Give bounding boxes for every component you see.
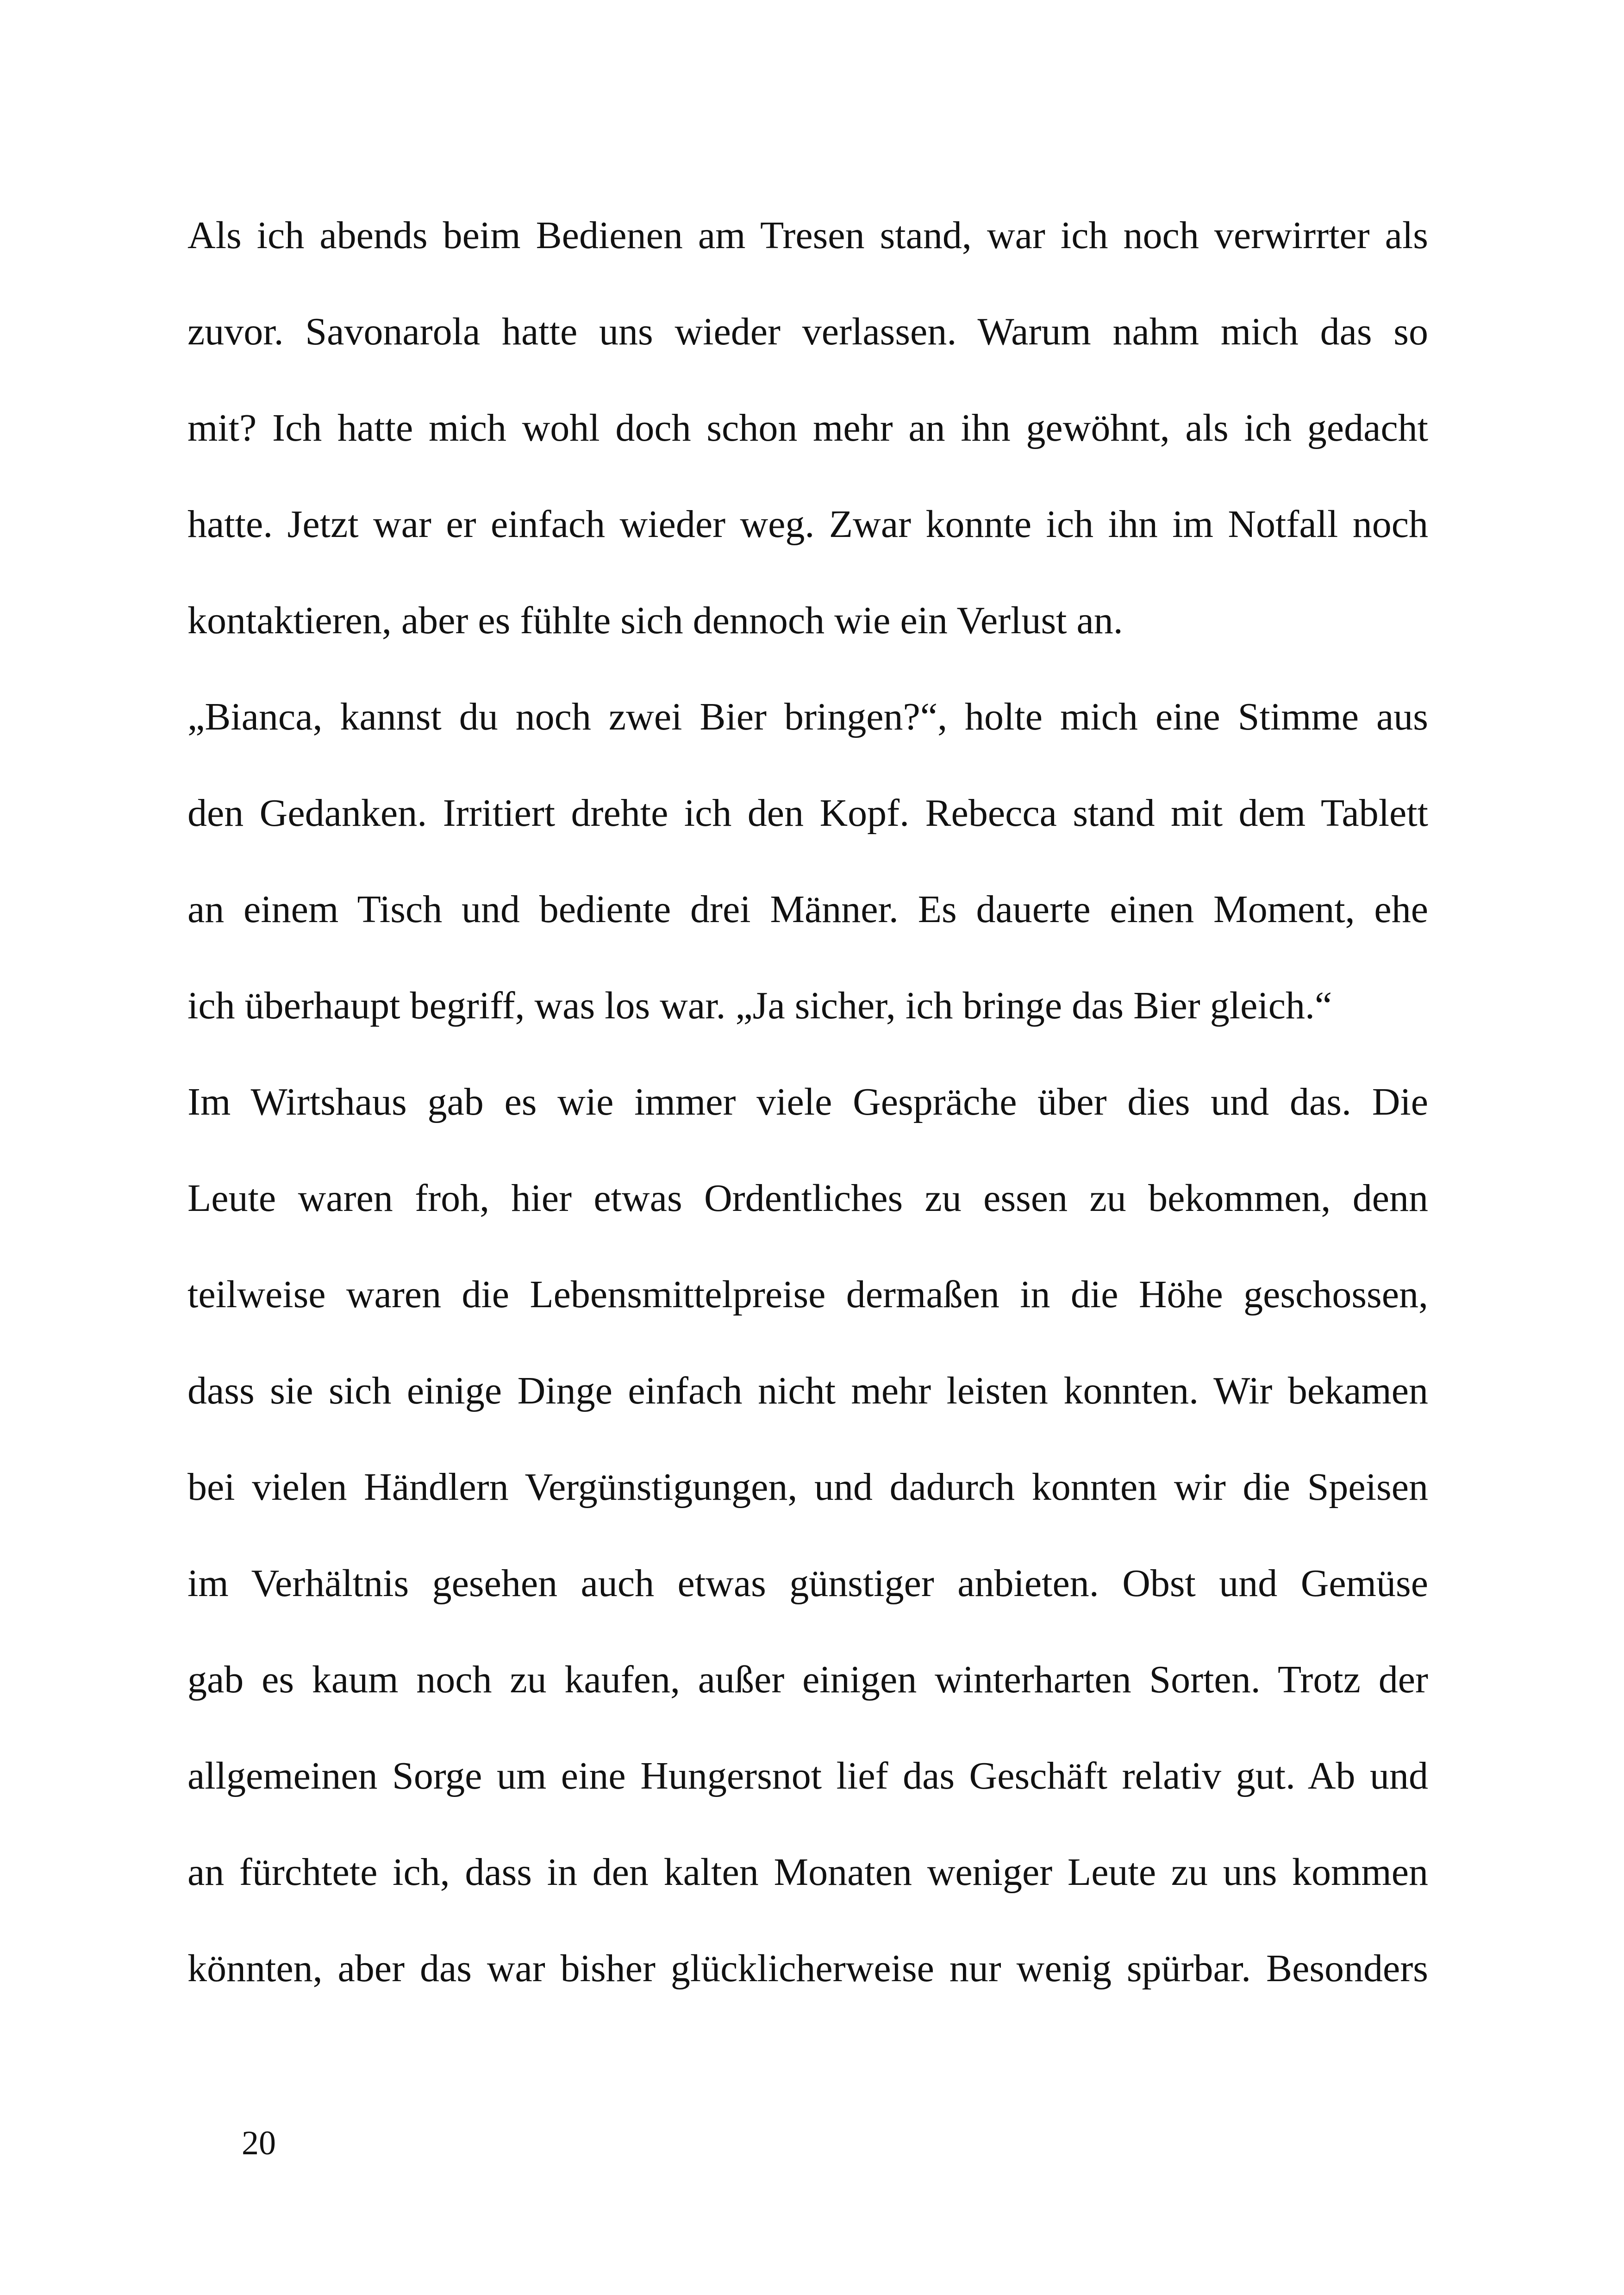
text-line: gab es kaum noch zu kaufen, außer einigen winterharten Sorten. Trotz der bbox=[187, 1658, 1428, 1701]
text-line: bei vielen Händlern Vergünstigungen, und dadurch konnten wir die Speisen bbox=[187, 1466, 1428, 1509]
text-line: teilweise waren die Lebensmittelpreise dermaßen in die Höhe geschossen, bbox=[187, 1273, 1428, 1316]
text-line: zuvor. Savonarola hatte uns wieder verlassen. Warum nahm mich das so bbox=[187, 310, 1428, 353]
text-line: an einem Tisch und bediente drei Männer. Es dauerte einen Moment, ehe bbox=[187, 888, 1428, 931]
text-line: „Bianca, kannst du noch zwei Bier bringen?“, holte mich eine Stimme aus bbox=[187, 695, 1428, 738]
text-line: im Verhältnis gesehen auch etwas günstiger anbieten. Obst und Gemüse bbox=[187, 1562, 1428, 1605]
text-line: Im Wirtshaus gab es wie immer viele Gespräche über dies und das. Die bbox=[187, 1080, 1428, 1123]
page-number: 20 bbox=[242, 2124, 276, 2162]
text-line: Als ich abends beim Bedienen am Tresen stand, war ich noch verwirrter als bbox=[187, 214, 1428, 257]
text-line: allgemeinen Sorge um eine Hungersnot lief das Geschäft relativ gut. Ab und bbox=[187, 1754, 1428, 1797]
body-text bbox=[187, 187, 1428, 2017]
text-line: Leute waren froh, hier etwas Ordentliches zu essen zu bekommen, denn bbox=[187, 1177, 1428, 1220]
text-line: an fürchtete ich, dass in den kalten Monaten weniger Leute zu uns kommen bbox=[187, 1851, 1428, 1894]
text-line: mit? Ich hatte mich wohl doch schon mehr an ihn gewöhnt, als ich gedacht bbox=[187, 406, 1428, 449]
text-line: den Gedanken. Irritiert drehte ich den Kopf. Rebecca stand mit dem Tablett bbox=[187, 792, 1428, 835]
text-line: hatte. Jetzt war er einfach wieder weg. Zwar konnte ich ihn im Notfall noch bbox=[187, 503, 1428, 546]
text-line: dass sie sich einige Dinge einfach nicht mehr leisten konnten. Wir bekamen bbox=[187, 1369, 1428, 1412]
text-line: könnten, aber das war bisher glücklicherweise nur wenig spürbar. Besonders bbox=[187, 1947, 1428, 1990]
text-line: kontaktieren, aber es fühlte sich dennoch wie ein Verlust an. bbox=[187, 599, 1123, 642]
text-line: ich überhaupt begriff, was los war. „Ja sicher, ich bringe das Bier gleich.“ bbox=[187, 984, 1332, 1027]
